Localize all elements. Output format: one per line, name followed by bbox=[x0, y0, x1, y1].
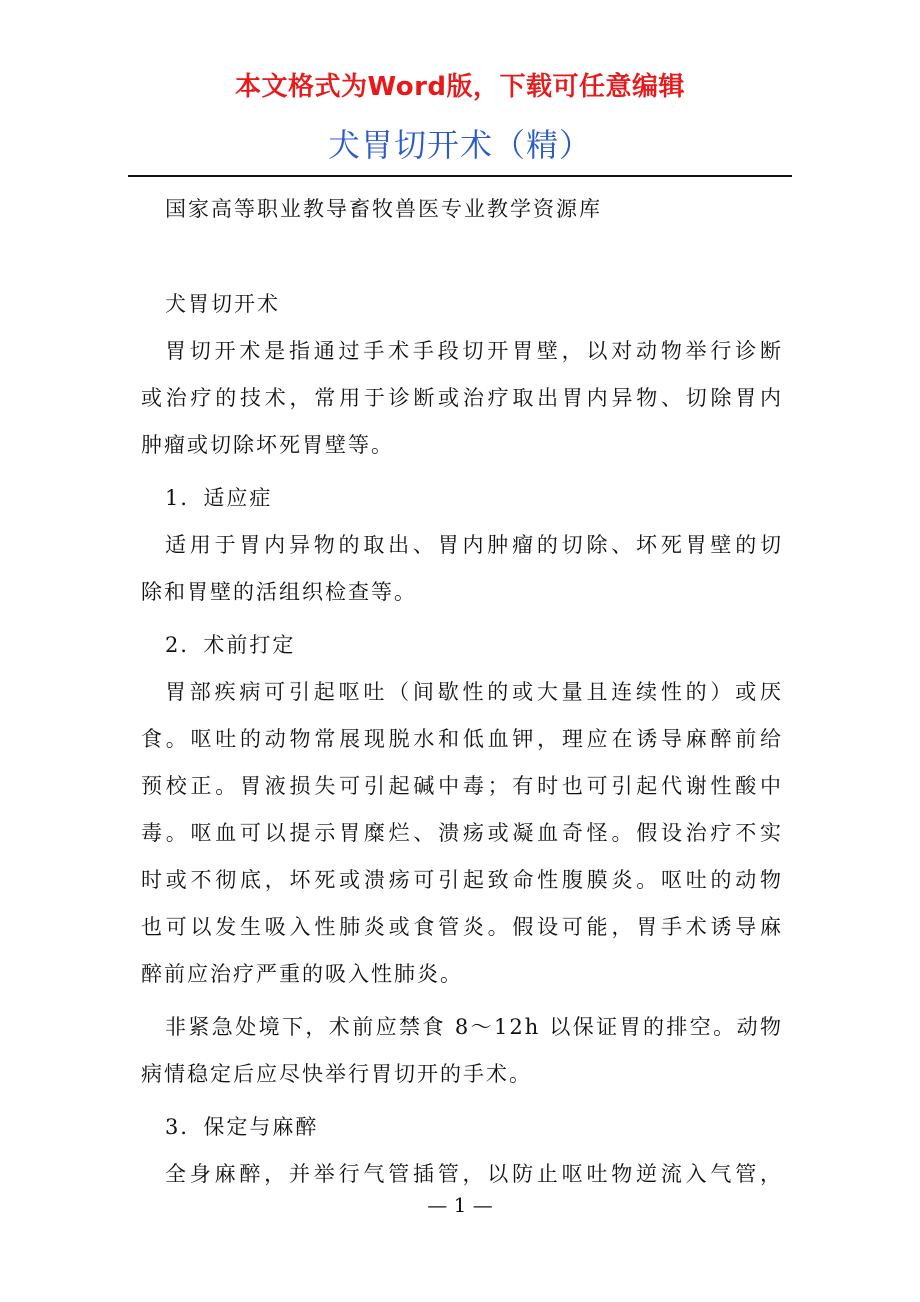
anesthesia-paragraph bbox=[141, 1151, 783, 1198]
page-number: — 1 — bbox=[427, 1193, 493, 1217]
source-line: 国家高等职业教导畜牧兽医专业教学资源库 bbox=[165, 197, 602, 221]
intro-paragraph bbox=[141, 328, 783, 469]
paragraph-line: 胃部疾病可引起呕吐（间歇性的或大量且连续性的）或厌 bbox=[165, 680, 783, 704]
section-heading-preparation: 2．术前打定 bbox=[165, 633, 296, 657]
paragraph-line: 除和胃壁的活组织检查等。 bbox=[141, 580, 417, 604]
format-notice-banner: 本文格式为Word版，下载可任意编辑 bbox=[234, 72, 686, 102]
article-heading: 犬胃切开术 bbox=[165, 292, 280, 316]
paragraph-line: 也可以发生吸入性肺炎或食管炎。假设可能，胃手术诱导麻 bbox=[141, 915, 783, 939]
paragraph-line: 全身麻醉，并举行气管插管，以防止呕吐物逆流入气管， bbox=[165, 1162, 783, 1186]
paragraph-line: 醉前应治疗严重的吸入性肺炎。 bbox=[141, 962, 463, 986]
paragraph-line: 胃切开术是指通过手术手段切开胃壁，以对动物举行诊断 bbox=[165, 339, 783, 363]
document-title: 犬胃切开术（精） bbox=[327, 126, 592, 164]
paragraph-line: 肿瘤或切除坏死胃壁等。 bbox=[141, 433, 394, 457]
paragraph-line: 食。呕吐的动物常展现脱水和低血钾，理应在诱导麻醉前给 bbox=[141, 727, 783, 751]
paragraph-line: 病情稳定后应尽快举行胃切开的手术。 bbox=[141, 1062, 532, 1086]
indications-paragraph bbox=[141, 522, 783, 616]
paragraph-line: 适用于胃内异物的取出、胃内肿瘤的切除、坏死胃壁的切 bbox=[165, 533, 783, 557]
fasting-paragraph bbox=[141, 1004, 783, 1098]
document-body bbox=[141, 186, 783, 1198]
title-divider bbox=[128, 175, 792, 177]
paragraph-line: 非紧急处境下，术前应禁食 8～12h 以保证胃的排空。动物 bbox=[165, 1015, 783, 1039]
section-heading-restraint: 3．保定与麻醉 bbox=[165, 1115, 319, 1139]
preparation-paragraph bbox=[141, 669, 783, 998]
paragraph-line: 或治疗的技术，常用于诊断或治疗取出胃内异物、切除胃内 bbox=[141, 386, 783, 410]
paragraph-line: 时或不彻底，坏死或溃疡可引起致命性腹膜炎。呕吐的动物 bbox=[141, 868, 783, 892]
section-heading-indications: 1．适应症 bbox=[165, 486, 273, 510]
paragraph-line: 预校正。胃液损失可引起碱中毒；有时也可引起代谢性酸中 bbox=[141, 774, 783, 798]
paragraph-line: 毒。呕血可以提示胃糜烂、溃疡或凝血奇怪。假设治疗不实 bbox=[141, 821, 783, 845]
